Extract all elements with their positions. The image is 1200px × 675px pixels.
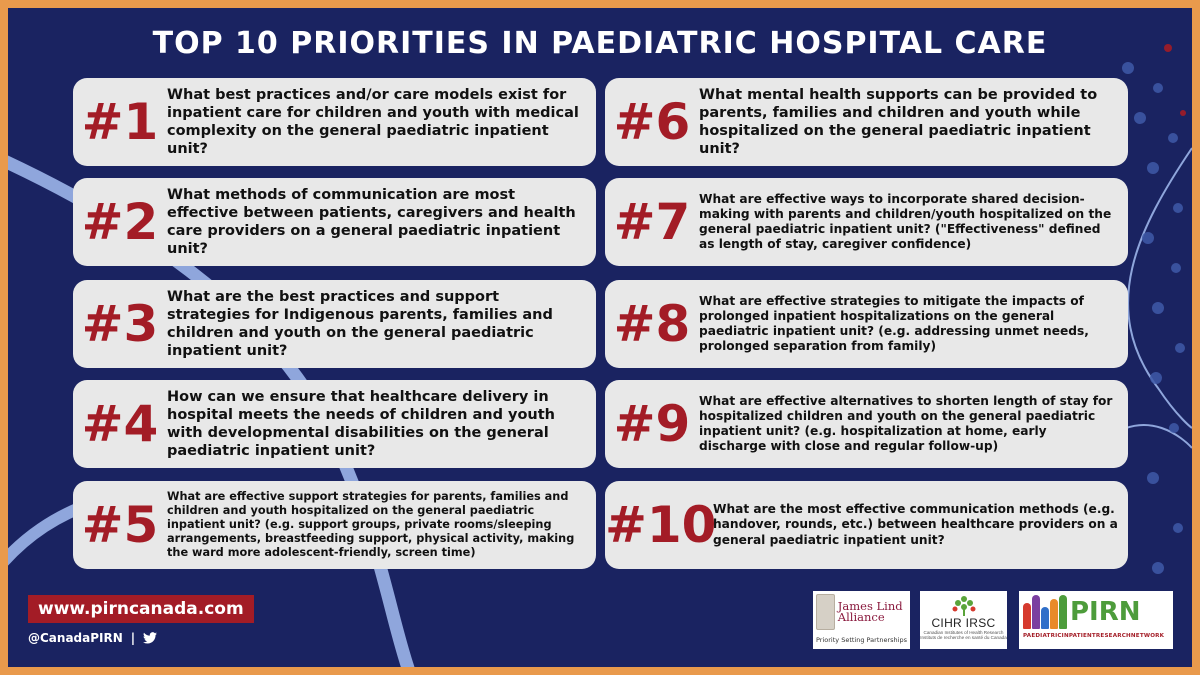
priority-card-5	[73, 481, 596, 569]
cihr-name: CIHR IRSC	[931, 616, 996, 630]
cihr-leaf-icon	[950, 594, 978, 616]
priority-question: What are the best practices and support strategies for Indigenous parents, families and children and youth on the general paediatric inpatient unit?	[167, 288, 553, 360]
priority-card-7	[605, 178, 1128, 266]
infographic-title: TOP 10 PRIORITIES IN PAEDIATRIC HOSPITAL CARE	[152, 26, 1048, 61]
priority-card-3	[73, 280, 596, 368]
pirn-logo	[1019, 591, 1173, 649]
pirn-name: PIRN	[1070, 597, 1141, 627]
priority-question: What are effective ways to incorporate shared decision-making with parents and children/youth hospitalized on the general paediatric inpatient unit? ("Effectiveness" defined as length of stay, caregiver confidence)	[699, 191, 1112, 252]
priority-number: #7	[613, 193, 691, 251]
priority-number: #1	[81, 93, 159, 151]
priority-number: #5	[81, 496, 159, 554]
james-lind-alliance-logo	[813, 591, 910, 649]
priority-card-10	[605, 481, 1128, 569]
jla-name: James Lind Alliance	[837, 598, 903, 624]
priority-question: What mental health supports can be provided to parents, families and children and youth while hospitalized on the general paediatric inpatient unit?	[699, 86, 1098, 158]
priority-number: #3	[81, 295, 159, 353]
infographic-panel	[8, 8, 1192, 667]
social-handle-row	[28, 631, 157, 645]
priority-question: What are the most effective communication methods (e.g. handover, rounds, etc.) between healthcare providers on a general paediatric inpatient unit?	[713, 502, 1118, 547]
priority-question: What are effective support strategies for parents, families and children and youth hospitalized on the general paediatric inpatient unit? (e.g. support groups, private rooms/sleeping arrangements, breastfeeding support, physical activity, making the ward more adolescent-friendly, screen time)	[167, 489, 575, 560]
pirn-tagline: PAEDIATRICINPATIENTRESEARCHNETWORK	[1023, 633, 1165, 639]
priority-number: #10	[605, 496, 717, 554]
cihr-fine-en: Canadian Institutes of Health Research	[923, 630, 1004, 635]
priority-card-2	[73, 178, 596, 266]
priority-card-9	[605, 380, 1128, 468]
cihr-fine-fr: Instituts de recherche en santé du Canada	[920, 635, 1007, 641]
separator: |	[130, 631, 136, 645]
portrait-icon	[816, 594, 835, 630]
twitter-bird-icon[interactable]	[143, 632, 157, 644]
priority-question: What methods of communication are most effective between patients, caregivers and health care providers on a general paediatric inpatient unit?	[167, 186, 576, 258]
priority-card-8	[605, 280, 1128, 368]
priority-number: #8	[613, 295, 691, 353]
priority-card-4	[73, 380, 596, 468]
jla-subtitle: Priority Setting Partnerships	[816, 636, 907, 644]
people-figures-icon	[1023, 595, 1067, 629]
twitter-handle[interactable]: @CanadaPIRN	[28, 631, 123, 645]
priority-card-1	[73, 78, 596, 166]
priority-question: What are effective strategies to mitigate the impacts of prolonged inpatient hospitalizations on the general paediatric inpatient unit? (e.g. addressing unmet needs, prolonged separation from family)	[699, 293, 1089, 354]
priority-card-6	[605, 78, 1128, 166]
cihr-irsc-logo	[920, 591, 1007, 649]
priority-number: #6	[613, 93, 691, 151]
website-link[interactable]: www.pirncanada.com	[28, 595, 254, 623]
priority-question: What best practices and/or care models exist for inpatient care for children and youth with medical complexity on the general paediatric inpatient unit?	[167, 86, 579, 158]
priority-number: #9	[613, 395, 691, 453]
priority-question: What are effective alternatives to shorten length of stay for hospitalized children and youth on the general paediatric inpatient unit? (e.g. hospitalization at home, early discharge with close and regular follow-up)	[699, 393, 1113, 454]
priority-number: #2	[81, 193, 159, 251]
priority-question: How can we ensure that healthcare delivery in hospital meets the needs of children and youth with developmental disabilities on the general paediatric inpatient unit?	[167, 388, 556, 460]
priority-number: #4	[81, 395, 159, 453]
